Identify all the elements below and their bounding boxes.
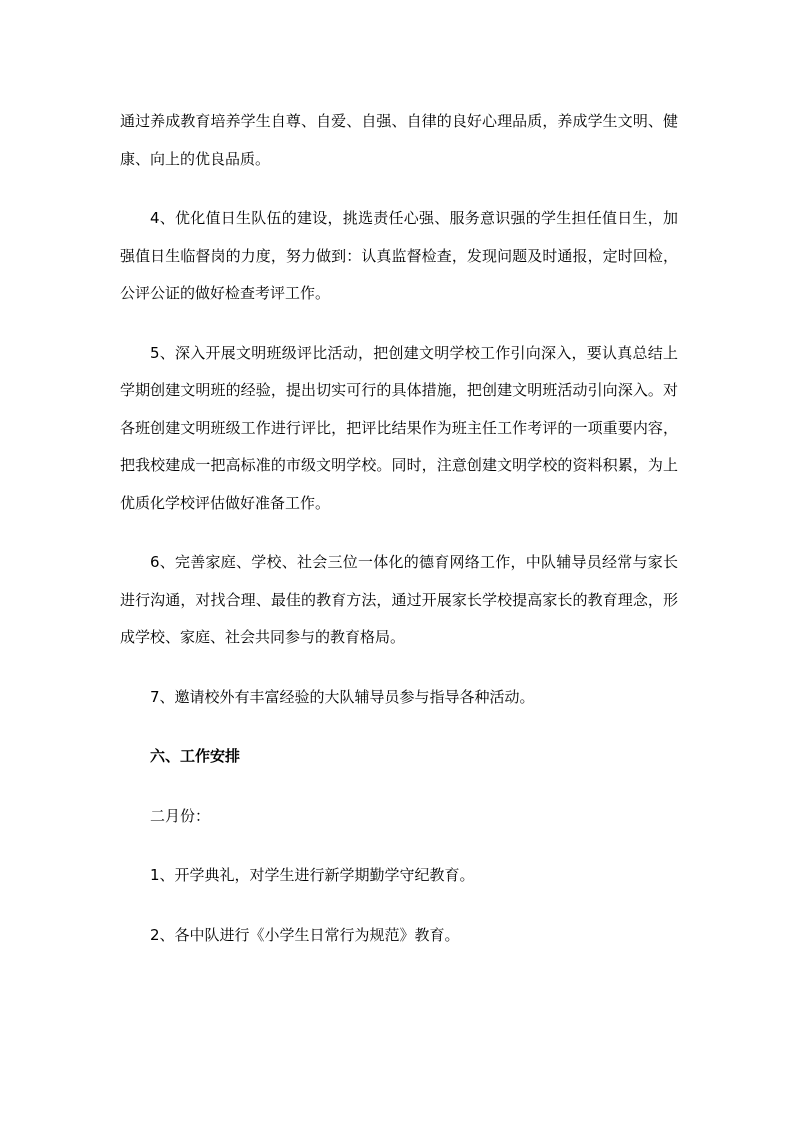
paragraph-continuation: 通过养成教育培养学生自尊、自爱、自强、自律的良好心理品质，养成学生文明、健康、向上的优良品质。: [120, 112, 678, 168]
paragraph-item-4: 4、优化值日生队伍的建设，挑选责任心强、服务意识强的学生担任值日生，加强值日生临督岗的力度，努力做到：认真监督检查，发现问题及时通报，定时回检，公评公证的做好检查考评工作。: [120, 209, 678, 302]
schedule-month-label: 二月份：: [150, 806, 211, 825]
paragraph-item-7: 7、邀请校外有丰富经验的大队辅导员参与指导各种活动。: [150, 687, 535, 706]
section-heading: 六、工作安排: [150, 747, 241, 765]
document-body: [120, 103, 678, 954]
paragraph-item-5: 5、深入开展文明班级评比活动，把创建文明学校工作引向深入，要认真总结上学期创建文明班的经验，提出切实可行的具体措施，把创建文明班活动引向深入。对各班创建文明班级工作进行评比，把评比结果作为班主任工作考评的一项重要内容，把我校建成一把高标准的市级文明学校。同时，注意创建文明学校的资料积累，为上优质化学校评估做好准备工作。: [120, 343, 678, 512]
schedule-item-1: 1、开学典礼，对学生进行新学期勤学守纪教育。: [150, 866, 475, 884]
paragraph-item-6: 6、完善家庭、学校、社会三位一体化的德育网络工作，中队辅导员经常与家长进行沟通，对找合理、最佳的教育方法，通过开展家长学校提高家长的教育理念，形成学校、家庭、社会共同参与的教育格局。: [120, 553, 678, 646]
schedule-item-2: 2、各中队进行《小学生日常行为规范》教育。: [150, 925, 460, 944]
